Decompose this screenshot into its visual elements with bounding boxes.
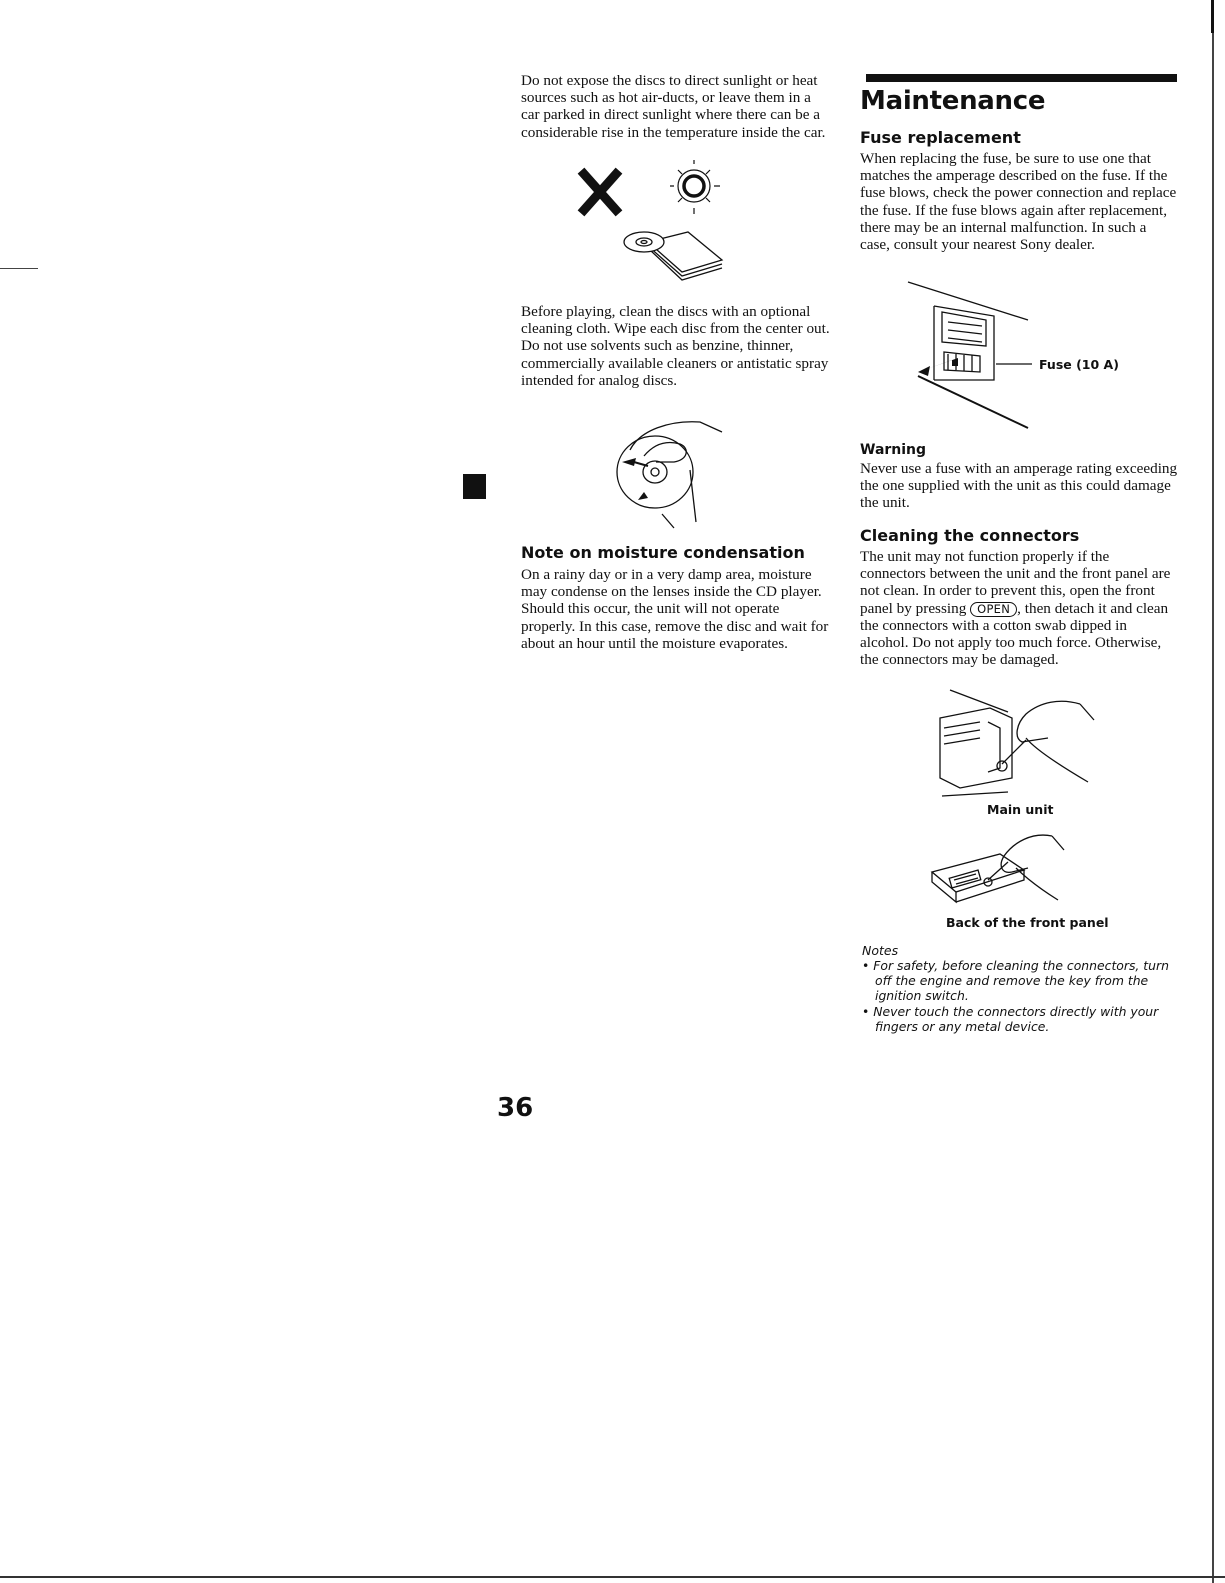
disc-case-icon	[624, 232, 722, 280]
wipe-direction-arrow-icon	[622, 458, 648, 500]
front-panel-icon	[932, 854, 1024, 902]
warning-paragraph: Never use a fuse with an amperage rating exceeding the one supplied with the unit as this could damage the unit.	[860, 460, 1178, 512]
hand-with-swab-icon	[984, 835, 1064, 900]
notes-list	[862, 958, 1180, 1034]
maintenance-header	[860, 86, 1178, 116]
moisture-section	[521, 543, 833, 652]
section-edge-tab	[463, 474, 486, 499]
cleaning-block	[521, 303, 833, 389]
connectors-section	[860, 526, 1178, 668]
connectors-text-after: , then detach it and clean the connectors with a cotton swab dipped in alcohol. Do not apply too much force. Otherwise, the connectors may be damaged.	[860, 599, 1169, 669]
warning-heading: Warning	[860, 442, 927, 458]
fuse-slot-icon	[908, 282, 1028, 428]
connectors-paragraph	[860, 548, 1178, 668]
sunlight-warning-illustration	[570, 160, 740, 290]
page-edge-right	[1212, 0, 1214, 1583]
open-key-symbol: OPEN	[970, 602, 1017, 617]
left-column	[521, 72, 833, 141]
page-number: 36	[497, 1093, 534, 1123]
fuse-label: Fuse (10 A)	[1039, 357, 1119, 372]
fuse-heading: Fuse replacement	[860, 128, 1021, 147]
main-unit-label: Main unit	[987, 802, 1054, 817]
main-unit-illustration	[930, 688, 1100, 800]
sun-icon	[670, 160, 720, 214]
fuse-illustration	[898, 280, 1038, 430]
page-title: Maintenance	[860, 86, 1046, 116]
fuse-section	[860, 128, 1178, 253]
warning-section	[860, 442, 1178, 512]
moisture-heading: Note on moisture condensation	[521, 543, 805, 562]
note-item: • Never touch the connectors directly with your fingers or any metal device.	[862, 1003, 1159, 1034]
front-panel-label: Back of the front panel	[946, 915, 1109, 930]
connectors-heading: Cleaning the connectors	[860, 526, 1080, 545]
connectors-text-before: The unit may not function properly if the connectors between the unit and the front panel are not clean. In order to prevent this, open the front panel by pressing	[860, 548, 1171, 617]
sunlight-paragraph: Do not expose the discs to direct sunlight or heat sources such as hot air-ducts, or leave them in a car parked in direct sunlight where there can be a considerable rise in the temperature inside the car.	[521, 72, 826, 141]
fuse-pull-arrow-icon	[918, 358, 958, 376]
page-edge-bottom	[0, 1576, 1225, 1578]
note-item: • For safety, before cleaning the connectors, turn off the engine and remove the key from the ignition switch.	[862, 958, 1169, 1004]
main-unit-icon	[940, 690, 1012, 796]
crop-mark	[0, 268, 38, 269]
section-rule	[866, 74, 1177, 82]
notes-heading: Notes	[862, 943, 899, 958]
solvents-paragraph: Do not use solvents such as benzine, thinner, commercially available cleaners or antistatic spray intended for analog discs.	[521, 337, 829, 389]
notes-section	[862, 943, 1180, 1034]
fuse-paragraph: When replacing the fuse, be sure to use one that matches the amperage described on the fuse. If the fuse blows, check the power connection and replace the fuse. If the fuse blows again after replacement, there may be an internal malfunction. In such a case, consult your nearest Sony dealer.	[860, 150, 1177, 254]
cross-mark-icon	[584, 174, 616, 210]
disc-wiping-illustration	[610, 410, 740, 535]
page-edge-mark	[1211, 0, 1214, 33]
moisture-paragraph: On a rainy day or in a very damp area, moisture may condense on the lenses inside the CD player. Should this occur, the unit will not operate properly. In this case, remove the disc and wait for about an hour until the moisture evaporates.	[521, 566, 829, 652]
cleaning-paragraph: Before playing, clean the discs with an optional cleaning cloth. Wipe each disc from the center out.	[521, 303, 830, 338]
front-panel-illustration	[928, 828, 1068, 914]
